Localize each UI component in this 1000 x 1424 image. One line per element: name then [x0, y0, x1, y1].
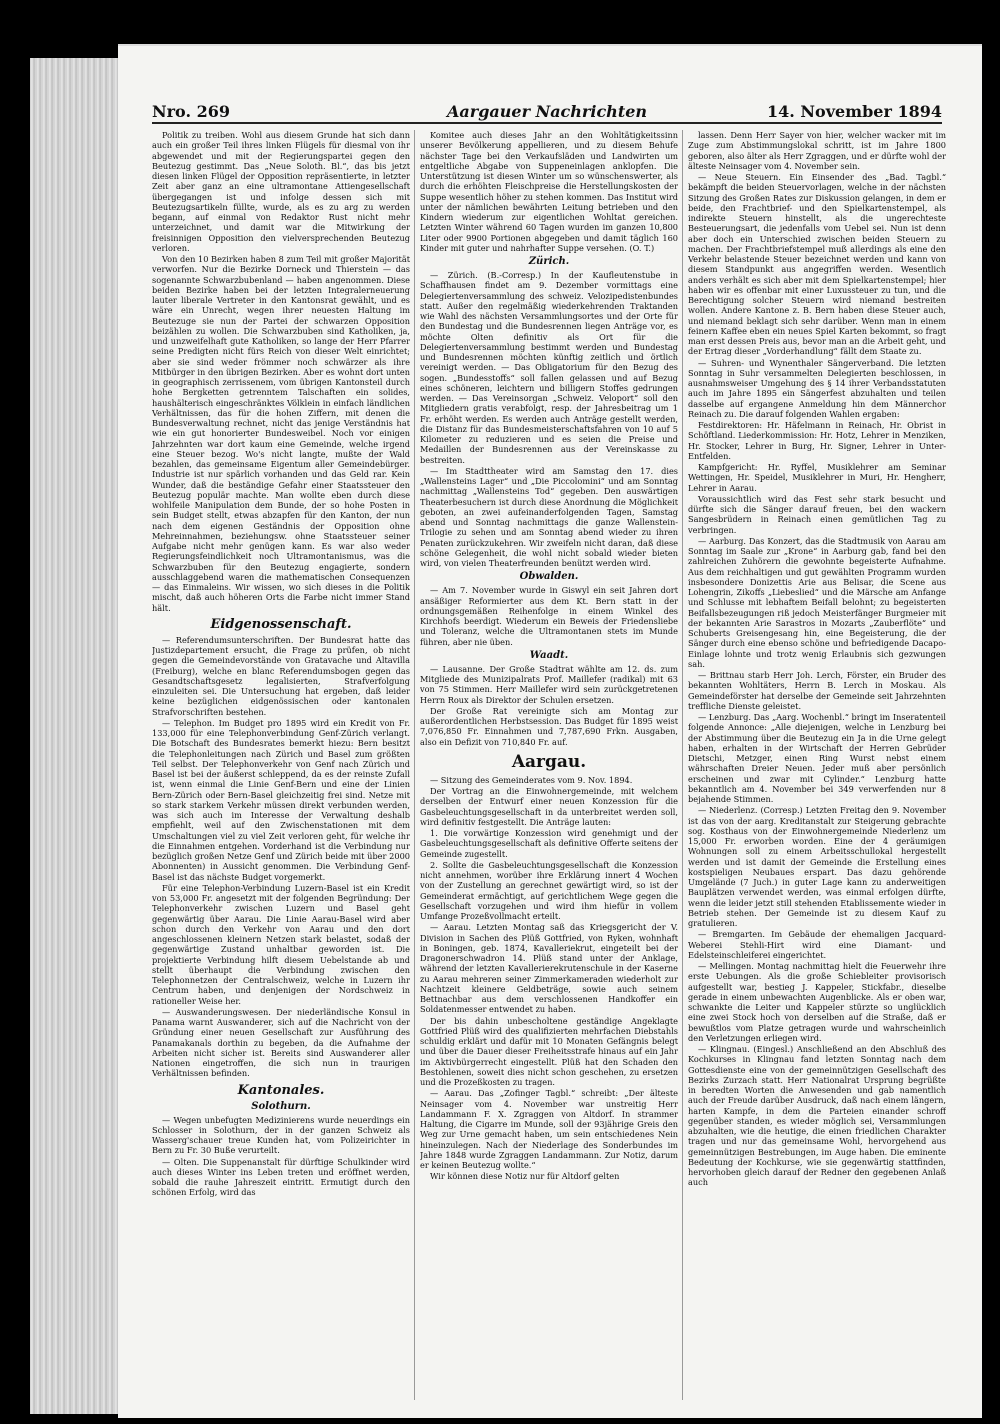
article-paragraph: — Niederlenz. (Corresp.) Letzten Freitag den 9. November ist das von der aarg. Kreditanstalt zur Steigerung gebrachte sog. Kosthaus von der Einwohnergemeinde Niederlenz um 15,000 Fr. erworben worden. Eine der 4 geräumigen Wohnungen soll zu einem Arbeitsschullokal hergestellt werden und ist damit der Gemeinde die Erstellung eines kostspieligen Neubaues erspart. Das dazu gehörende Umgelände (7 Juch.) in guter Lage kann zu anderweitigen Bauplätzen verwendet werden, was einmal erfolgen dürfte, wenn die leider jetzt still stehenden Etablissemente wieder in Betrieb stehen. Der Gemeinde ist zu diesem Kauf zu gratulieren. — [688, 805, 946, 928]
section-heading: Aargau. — [511, 751, 587, 772]
header-rule — [152, 122, 942, 124]
article-paragraph: — Olten. Die Suppenanstalt für dürftige Schulkinder wird auch dieses Winter ins Leben treten und eröffnet werden, sobald die rauhe Jahreszeit eintritt. Ermutigt durch den schönen Erfolg, wird das — [152, 1156, 410, 1198]
subsection-heading: Obwalden. — [519, 571, 579, 583]
article-paragraph: — Auswanderungswesen. Der niederländische Konsul in Panama warnt Auswanderer, sich auf die Nachricht von der Gründung einer neuen Gesellschaft zur Ausführung des Panamakanals dorthin zu begeben, da die Aufnahme der Arbeiten nicht sicher ist. Bereits sind Auswanderer aller Nationen eingetroffen, die sich nun in traurigen Verhältnissen befinden. — [152, 1006, 410, 1079]
article-paragraph: — Am 7. November wurde in Giswyl ein seit Jahren dort ansäßiger Reformierter aus dem Kt. Bern statt in der ordnungsgemäßen Reihenfolge in einem Winkel des Kirchhofs beerdigt. Wiederum ein Beweis der Friedensliebe und Toleranz, welche die Ultramontanen stets im Munde führen, aber nie üben. — [420, 585, 678, 647]
article-paragraph: — Zürich. (B.-Corresp.) In der Kaufleutenstube in Schaffhausen findet am 9. Dezember vormittags eine Delegiertenversammlung des schweiz. Velozipedistenbundes statt. Außer den regelmäßig wiederkehrenden Traktanden wie Wahl des nächsten Versammlungsortes und der Orte für den Bundestag und die Bundesrennen liegen Anträge vor, es möchte Olten definitiv als Ort für die Delegiertenversammlung bestimmt werden und Bundestag und Bundesrennen möchten künftig zeitlich und örtlich vereinigt werden. — Das Obligatorium für den Bezug des sogen. „Bundesstoffs“ soll fallen gelassen und auf Bezug eines schöneren, leichtern und billigern Stoffes gedrungen werden. — Das Vereinsorgan „Schweiz. Veloport“ soll den Mitgliedern gratis verabfolgt, resp. der Jahresbeitrag um 1 Fr. erhöht werden. Es werden auch Anträge gestellt werden, die Distanz für das Bundesmeisterschaftsfahren von 10 auf 5 Kilometer zu reduzieren und es seien die Preise und Medaillen der Bundesrennen aus der Vereinskasse zu bestreiten. — [420, 270, 678, 465]
article-paragraph: Wir können diese Notiz nur für Altdorf gelten — [430, 1171, 620, 1182]
article-paragraph: Der Große Rat vereinigte sich am Montag zur außerordentlichen Herbstsession. Das Budget für 1895 weist 7,076,850 Fr. Einnahmen und 7,787,690 Frkn. Ausgaben, also ein Defizit von 710,840 Fr. auf. — [420, 705, 678, 747]
article-paragraph: — Bremgarten. Im Gebäude der ehemaligen Jacquard-Weberei Stehli-Hirt wird eine Diamant- und Edelsteinschleiferei eingerichtet. — [688, 929, 946, 960]
article-paragraph: — Klingnau. (Eingesl.) Anschließend an den Abschluß des Kochkurses in Klingnau fand letzten Sonntag nach dem Gottesdienste eine von der gemeinnützigen Gesellschaft des Bezirks Zurzach statt. Herr Nationalrat Ursprung begrüßte in beredten Worten die Anwesenden und gab namentlich auch der Freude darüber Ausdruck, daß nach einem längern, harten Kampfe, in dem die Parteien einander schroff gegenüber standen, es wieder möglich sei, Versammlungen abzuhalten, wie die heutige, die einen friedlichen Charakter tragen und nur das gemeinsame Wohl, hervorgehend aus gemeinnützigen Bestrebungen, im Auge haben. Die eminente Bedeutung der Kochkurse, wie sie gegenwärtig stattfinden, hervorhoben gleich darauf der Redner den gegebenen Anlaß auch — [688, 1044, 946, 1188]
article-paragraph: Festdirektoren: Hr. Häfelmann in Reinach, Hr. Obrist in Schöftland. Liederkommission: Hr. Hotz, Lehrer in Menziken, Hr. Stocker, Lehrer in Burg, Hr. Signer, Lehrer in Unter-Entfelden. — [688, 420, 946, 461]
section-heading: Kantonales. — [237, 1082, 325, 1098]
article-paragraph: Politik zu treiben. Wohl aus diesem Grunde hat sich dann auch ein großer Teil ihres linken Flügels für diesmal von ihr abgewendet und mit der Regierungspartei gegen den Beutezug gestimmt. Das „Neue Soloth. Bl.“, das bis jetzt diesen linken Flügel der Opposition repräsentierte, in letzter Zeit aber ganz an eine ultramontane Attiengesellschaft übergegangen ist und infolge dessen sich mit Beutezugsartikeln füllte, wurde, als es zu arg zu werden begann, auf einmal von Redaktor Rust nicht mehr unterzeichnet, und damit war die Mitwirkung der freisinnigen Opposition den vielversprechenden Beutezug verloren. — [152, 130, 410, 253]
article-paragraph: — Wegen unbefugten Medizinierens wurde neuerdings ein Schlosser in Solothurn, der in der ganzen Schweiz als Wasserg'schauer treue Kunden hat, vom Polizeirichter in Bern zu Fr. 30 Buße verurteilt. — [152, 1114, 410, 1156]
section-heading: Eidgenossenschaft. — [210, 616, 352, 632]
article-paragraph: — Aarburg. Das Konzert, das die Stadtmusik von Aarau am Sonntag im Saale zur „Krone“ in Aarburg gab, fand bei den zahlreichen Zuhörern die gewohnte begeisterte Aufnahme. Aus dem reichhaltigen und gut gewählten Programm wurden insbesondere Donizettis Arie aus Belisar, die Scene aus Lohengrin, Zikoffs „Liebeslied“ und die Märsche am Anfange und Schlusse mit lebhaftem Beifall belohnt; zu begeisterten Beifallsbezeugungen riß jedoch Meisterfänger Burgmeier mit der bekannten Arie Sarastros in Mozarts „Zauberflöte“ und Schuberts Greisengesang hin, eine Begeisterung, die der Sänger durch eine ebenso schöne und befriedigende Dacapo-Einlage lohnte und trotz wenig Erlaubnis sich gezwungen sah. — [688, 535, 946, 669]
subsection-heading: Waadt. — [529, 649, 569, 661]
column-divider — [682, 130, 683, 1400]
article-paragraph: — Telephon. Im Budget pro 1895 wird ein Kredit von Fr. 133,000 für eine Telephonverbindung Genf-Zürich verlangt. Die Botschaft des Bundesrates bemerkt hiezu: Bern besitzt die Telephonleitungen nach Zürich und Basel zum größten Teil selbst. Der Telephonverkehr von Genf nach Zürich und Basel ist bei der äußerst schleppend, da es der reinste Zufall ist, wenn einmal die Linie Genf-Bern und eine der Linien Bern-Zürich oder Bern-Basel gleichzeitig frei sind. Netze mit so stark starkem Verkehr müssen direkt verbunden werden, was sich auch im Interesse der Verwaltung deshalb empfiehlt, weil auf den Zwischenstationen mit dem Umschaltungen viel zu viel Zeit verloren geht, für welche ihr die Einnahmen entgehen. Vorderhand ist die Verbindung nur bezüglich großen Netze Genf und Zürich beide mit über 2000 Abonnenten) in Aussicht genommen. Die Verbindung Genf-Basel ist das nächste Budget vorgemerkt. — [152, 717, 410, 882]
article-paragraph: — Brittnau starb Herr Joh. Lerch, Förster, ein Bruder des bekannten Wohltäters, Herrn B. Lerch in Moskau. Als Gemeindeförster hat derselbe der Gemeinde seit Jahrzehnten treffliche Dienste geleistet. — [688, 670, 946, 711]
article-paragraph: — Neue Steuern. Ein Einsender des „Bad. Tagbl.“ bekämpft die beiden Steuervorlagen, welche in der nächsten Sitzung des Großen Rates zur Diskussion gelangen, in dem er beide, den Frachtbrief- und den Spielkartenstempel, als indirekte Steuern hinstellt, als die ungerechteste Besteuerungsart, die jedenfalls vom Uebel sei. Nun ist denn aber doch ein Unterschied zwischen beiden Steuern zu machen. Der Frachtbriefstempel muß allerdings als eine den Verkehr belastende Steuer bezeichnet werden und kann von diesem Standpunkt aus angegriffen werden. Wesentlich anders verhält es sich aber mit dem Spielkartenstempel; hier haben wir es offenbar mit einer Luxussteuer zu tun, und die Berechtigung solcher Steuern wird niemand bestreiten wollen. Andere Kantone z. B. Bern haben diese Steuer auch, und niemand beklagt sich sehr darüber. Wenn man in einem feinern Kaffee eben ein neues Spiel Karten bekommt, so fragt man erst dessen Preis aus, bevor man an die Arbeit geht, und der Ertrag dieser „Vorderhandlung“ fällt dem Staate zu. — [688, 172, 946, 357]
article-paragraph: Voraussichtlich wird das Fest sehr stark besucht und dürfte sich die Sänger darauf freuen, bei den wackern Sangesbrüdern in Reinach einen gemütlichen Tag zu verbringen. — [688, 493, 946, 535]
article-paragraph: — Referendumsunterschriften. Der Bundesrat hatte das Justizdepartement ersucht, die Frage zu prüfen, ob nicht gegen die Gemeindevorstände von Gratavache und Altavilla (Freiburg), welche en blanc Referendumsbogen gegen das Gesandtschaftsgesetz legalisierten, Strafverfolgung einzuleiten sei. Die Untersuchung hat ergeben, daß leider keine bezüglichen eidgenössischen oder kantonalen Strafvorschriften bestehen. — [152, 634, 410, 717]
article-paragraph: lassen. Denn Herr Sayer von hier, welcher wacker mit im Zuge zum Abstimmungslokal schritt, ist im Jahre 1800 geboren, also älter als Herr Zgraggen, und er dürfte wohl der älteste Neinsager vom 4. November sein. — [688, 130, 946, 171]
article-paragraph: — Aarau. Letzten Montag saß das Kriegsgericht der V. Division in Sachen des Plüß Gottfried, von Ryken, wohnhaft in Boningen, geb. 1874, Kavalleriekrut, eingeteilt bei der Dragonerschwadron 14. Plüß stand unter der Anklage, während der letzten Kavallerierekrutenschule in der Kaserne zu Aarau mehreren seiner Zimmerkameraden wiederholt zur Nachtzeit kleinere Geldbeträge, sowie auch seinem Bettnachbar aus dem verschlossenen Handkoffer ein Soldatenmesser entwendet zu haben. — [420, 922, 678, 1015]
article-paragraph: — Mellingen. Montag nachmittag hielt die Feuerwehr ihre erste Uebungen. Als die große Schiebleiter provisorisch aufgestellt war, bestieg J. Kappeler, Stickfabr., dieselbe gerade in einem unbewachten Augenblicke. Als er oben war, schwankte die Leiter und Kappeler stürzte so unglücklich eine zwei Stock hoch von derselben auf die Straße, daß er bewußtlos vom Platze getragen wurde und wahrscheinlich den Verletzungen erliegen wird. — [688, 961, 946, 1043]
masthead-title: Aargauer Nachrichten — [446, 102, 648, 121]
article-paragraph: 2. Sollte die Gasbeleuchtungsgesellschaft die Konzession nicht annehmen, worüber ihre Erklärung innert 4 Wochen von der Zustellung an gerechnet gewärtigt wird, so ist der Gemeinderat ermächtigt, auf gerichtlichem Wege gegen die Gesellschaft vorzugehen und wird ihm hiefür in vollem Umfange Prozeßvollmacht erteilt. — [420, 859, 678, 921]
column-2 — [420, 130, 678, 1400]
page-header — [152, 100, 942, 130]
article-paragraph: 1. Die vorwärtige Konzession wird genehmigt und der Gasbeleuchtungsgesellschaft als definitive Offerte seitens der Gemeinde zugestellt. — [420, 828, 678, 859]
article-paragraph: — Suhren- und Wynenthaler Sängerverband. Die letzten Sonntag in Suhr versammelten Delegierten beschlossen, in ausnahmsweiser Umgehung des § 14 ihrer Verbandsstatuten auch im Jahre 1895 ein Sängerfest abzuhalten und teilen dasselbe auf ergangene Anmeldung hin dem Männerchor Reinach zu. Die darauf folgenden Wahlen ergaben: — [688, 357, 946, 419]
article-paragraph: — Sitzung des Gemeinderates vom 9. Nov. 1894. — [430, 774, 633, 785]
article-paragraph: Der bis dahin unbescholtene geständige Angeklagte Gottfried Plüß wird des qualifizierten mehrfachen Diebstahls schuldig erklärt und dafür mit 10 Monaten Gefängnis belegt und über die Dauer dieser Freiheitsstrafe hinaus auf ein Jahr im Aktivbürgerrecht eingestellt. Plüß hat den Schaden den Bestohlenen, soweit dies nicht schon geschehen, zu ersetzen und die Prozeßkosten zu tragen. — [420, 1015, 678, 1087]
subsection-heading: Solothurn. — [251, 1100, 311, 1112]
issue-number: Nro. 269 — [152, 102, 230, 121]
article-paragraph: Komitee auch dieses Jahr an den Wohltätigkeitssinn unserer Bevölkerung appellieren, und zu diesem Behufe nächster Tage bei den Verkaufsläden und Landwirten um entgeltliche Abgabe von Suppeneinlagen anklopfen. Die Unterstützung ist diesen Winter um so wünschenswerter, als durch die erhöhten Fleischpreise die Herstellungskosten der Suppe wesentlich höher zu stehen kommen. Das Institut wird unter der nämlichen bewährten Leitung betrieben und den Kindern wiederum zur eigentlichen Wohltat gereichen. Letzten Winter während 60 Tagen wurden im ganzen 10,800 Liter oder 9900 Portionen abgegeben und damit täglich 160 Kinder mit guter und nahrhafter Suppe versehen. (O. T.) — [420, 130, 678, 253]
column-divider — [414, 130, 415, 1400]
subsection-heading: Zürich. — [528, 256, 570, 267]
article-paragraph: Von den 10 Bezirken haben 8 zum Teil mit großer Majorität verworfen. Nur die Bezirke Dorneck und Thierstein — das sogenannte Schwarzbubenland — haben angenommen. Diese beiden Bezirke haben bei der letzten Integralerneuerung lauter liberale Vertreter in den Kantonsrat gewählt, und es wäre ein Unrecht, wegen ihrer neuesten Haltung im Beutezuge sie nun der Partei der schwarzen Opposition beizählen zu wollen. Die Schwarzbuben sind Katholiken, ja, und unzweifelhaft gute Katholiken, so lange der Herr Pfarrer seine Predigten nicht fürs Reich von dieser Welt einrichtet; aber sie sind weder frömmer noch schwärzer als ihre Mitbürger in den übrigen Bezirken. Aber es wohnt dort unten in geographisch zerrissenem, vom übrigen Kantonsteil durch hohe Bergketten getrenntem Talschaften ein solides, haushälterisch eingeschränktes Völklein in einfach ländlichen Verhältnissen, das für die hohen Ziffern, mit denen die Bundesverwaltung rechnet, nicht das jenige Verständnis hat wie ein gut honorierter Bundesweibel. Noch vor einigen Jahrzehnten war dort kaum eine Gemeinde, welche irgend eine Steuer bezog. Wo's nicht langte, mußte der Wald bezahlen, das gemeinsame Eigentum aller Gemeindebürger. Industrie ist nur spärlich vorhanden und das Geld rar. Kein Wunder, daß die beständige Gefahr einer Staatssteuer den Beutezug populär machte. Man wollte eben durch diese wohlfeile Manipulation dem Bunde, der so hohe Posten in sein Budget stellt, etwas abzapfen für den Kanton, der nun nach dem eigenen Geständnis der Opposition ohne Mehreinnahmen, beziehungsw. ohne Staatssteuer seiner Aufgabe nicht mehr genügen kann. Es war also weder Regierungsfeindlichkeit noch Ultramontanismus, was die Schwarzbuben für den Beutezug engagierte, sondern ausschlaggebend waren die mathematischen Consequenzen — das Einmaleins. Wir wissen, wo sich dieses in die Politik mischt, daß auch höheren Orts die Farbe nicht immer Stand hält. — [152, 254, 410, 613]
article-paragraph: — Lausanne. Der Große Stadtrat wählte am 12. ds. zum Mitgliede des Munizipalrats Prof. Maillefer (radikal) mit 63 von 75 Stimmen. Herr Maillefer wird sein zurückgetretenen Herrn Roux als Direktor der Schulen ersetzen. — [420, 663, 678, 705]
article-paragraph: Kampfgericht: Hr. Ryffel, Musiklehrer am Seminar Wettingen, Hr. Speidel, Musiklehrer in Muri, Hr. Hengherr, Lehrer in Aarau. — [688, 462, 946, 493]
article-paragraph: Für eine Telephon-Verbindung Luzern-Basel ist ein Kredit von 53,000 Fr. angesetzt mit der folgenden Begründung: Der Telephonverkehr zwischen Luzern und Basel geht gegenwärtig über Aarau. Die Linie Aarau-Basel wird aber schon durch den Verkehr von Aarau und den dort angeschlossenen kleinern Netzen stark belastet, sodaß der gegenwärtige Zustand unhaltbar geworden ist. Die projektierte Verbindung hilft diesem Uebelstande ab und stellt überhaupt die Verbindung zwischen den Telephonnetzen der Centralschweiz, welche in Luzern ihr Centrum haben, und denjenigen der Nordschweiz in rationeller Weise her. — [152, 882, 410, 1006]
article-paragraph: Der Vortrag an die Einwohnergemeinde, mit welchem derselben der Entwurf einer neuen Konzession für die Gasbeleuchtungsgesellschaft in da unterbreitet werden soll, wird definitiv festgestellt. Die Anträge lauten: — [420, 786, 678, 827]
issue-date: 14. November 1894 — [766, 102, 942, 121]
article-paragraph: — Im Stadttheater wird am Samstag den 17. dies „Wallensteins Lager“ und „Die Piccolomini“ und am Sonntag nachmittag „Wallensteins Tod“ gegeben. Den auswärtigen Theaterbesuchern ist durch diese Anordnung die Möglichkeit geboten, an zwei aufeinanderfolgenden Tagen, Samstag abend und Sonntag nachmittags die ganze Wallenstein-Trilogie zu sehen und am Sonntag abend wieder zu ihren Penaten zurückzukehren. Wir zweifeln nicht daran, daß diese schöne Gelegenheit, die wohl nicht sobald wieder bieten wird, von vielen Theaterfreunden benützt werden wird. — [420, 465, 678, 568]
article-paragraph: — Aarau. Das „Zofinger Tagbl.“ schreibt: „Der älteste Neinsager vom 4. November war unstreitig Herr Landammann F. X. Zgraggen von Altdorf. In strammer Haltung, die Cigarre im Munde, soll der 93jährige Greis den Weg zur Urne gemacht haben, um sein entschiedenes Nein hineinzulegen. Nach der Niederlage des Sonderbundes im Jahre 1848 wurde Zgraggen Landammann. Zur Notiz, darum er keinen Beutezug wollte.“ — [420, 1088, 678, 1170]
column-1 — [152, 130, 410, 1400]
column-3 — [688, 130, 946, 1400]
article-paragraph: — Lenzburg. Das „Aarg. Wochenbl.“ bringt im Inseratenteil folgende Annonce: „Alle diejenigen, welche in Lenzburg bei der Abstimmung über die Beutezug ein Ja in die Urne gelegt haben, erhalten in der Wirtschaft der Herren Gebrüder Dietschi, Metzger, einen Ring Wurst nebst einem währschaften Dreier Neuen. Jeder muß aber persönlich erscheinen und zwar mit Cylinder.“ Lenzburg hatte bekanntlich am 4. November bei 349 verwerfenden nur 8 bejahende Stimmen. — [688, 712, 946, 804]
